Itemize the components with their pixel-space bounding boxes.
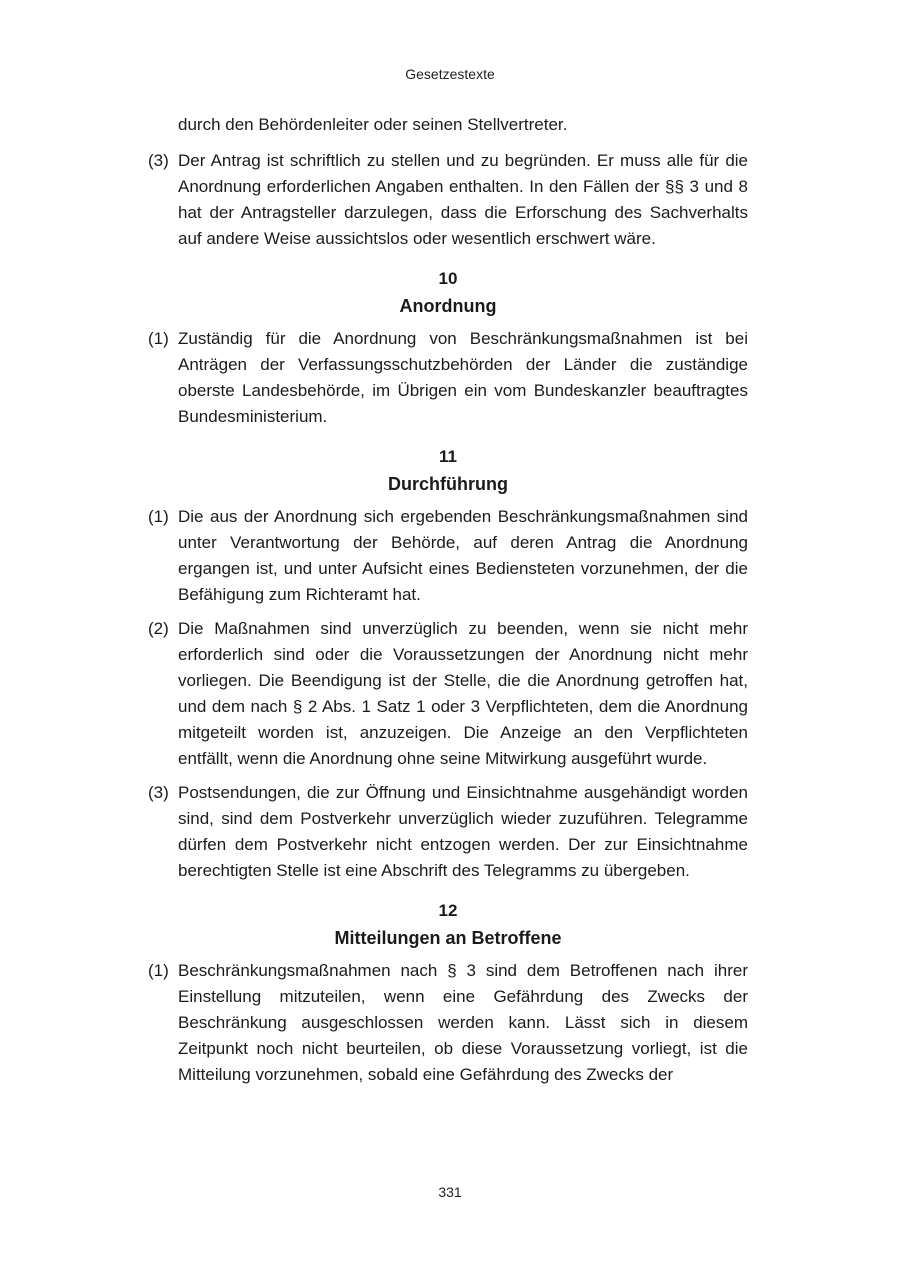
paragraph-text: Postsendungen, die zur Öffnung und Einsichtnahme ausgehändigt worden sind, sind dem Postverkehr unverzüglich wieder zuzuführen. Telegramme dürfen dem Postverkehr nicht entzogen werden. Der zur Einsichtnahme berechtigten Stelle ist eine Abschrift des Telegramms zu übergeben. bbox=[178, 783, 748, 880]
paragraph-text: Die aus der Anordnung sich ergebenden Beschränkungsmaßnahmen sind unter Verantwortung der Behörde, auf deren Antrag die Anordnung ergangen ist, und unter Aufsicht eines Bediensteten vorzunehmen, der die Befähigung zum Richteramt hat. bbox=[178, 507, 748, 604]
section-number: 11 bbox=[439, 447, 457, 466]
paragraph-text: Beschränkungsmaßnahmen nach § 3 sind dem Betroffenen nach ihrer Einstellung mitzuteilen, wenn eine Gefährdung des Zwecks der Beschränkung ausgeschlossen werden kann. Lässt sich in diesem Zeitpunkt noch nicht beurteilen, ob diese Voraussetzung vorliegt, ist die Mitteilung vorzunehmen, sobald eine Gefährdung des Zwecks der bbox=[178, 961, 748, 1084]
paragraph-pre-3 bbox=[148, 148, 748, 252]
paragraph bbox=[148, 616, 748, 772]
paragraph-number: (3) bbox=[148, 151, 169, 170]
paragraph-number: (1) bbox=[148, 961, 169, 980]
paragraph bbox=[148, 326, 748, 430]
paragraph-text: Die Maßnahmen sind unverzüglich zu beenden, wenn sie nicht mehr erforderlich sind oder die Voraussetzungen der Anordnung nicht mehr vorliegen. Die Beendigung ist der Stelle, die die Anordnung getroffen hat, und dem nach § 2 Abs. 1 Satz 1 oder 3 Verpflichteten, dem die Anordnung mitgeteilt worden ist, anzuzeigen. Die Anzeige an den Verpflichteten entfällt, wenn die Anordnung ohne seine Mitwirkung ausgeführt wurde. bbox=[178, 619, 748, 768]
paragraph-number: (1) bbox=[148, 507, 169, 526]
section-title: Mitteilungen an Betroffene bbox=[334, 928, 562, 948]
paragraph bbox=[148, 504, 748, 608]
paragraph-text: Zuständig für die Anordnung von Beschränkungsmaßnahmen ist bei Anträgen der Verfassungsschutzbehörden der Länder die zuständige oberste Landesbehörde, im Übrigen ein vom Bundeskanzler beauftragtes Bundesministerium. bbox=[178, 329, 748, 426]
section-title: Anordnung bbox=[399, 296, 497, 316]
paragraph-number: (3) bbox=[148, 783, 169, 802]
section-number: 10 bbox=[438, 269, 458, 288]
paragraph bbox=[148, 958, 748, 1088]
paragraph-number: (2) bbox=[148, 619, 169, 638]
page-body bbox=[148, 112, 748, 1096]
paragraph-number: (1) bbox=[148, 329, 169, 348]
section-title: Durchführung bbox=[388, 474, 508, 494]
paragraph-text: Der Antrag ist schriftlich zu stellen und zu begründen. Er muss alle für die Anordnung erforderlichen Angaben enthalten. In den Fällen der §§ 3 und 8 hat der Antragsteller darzulegen, dass die Erforschung des Sachverhalts auf andere Weise aussichtslos oder wesentlich erschwert wäre. bbox=[178, 151, 748, 248]
section-number: 12 bbox=[438, 901, 458, 920]
running-header: Gesetzestexte bbox=[405, 66, 495, 82]
continuation-text: durch den Behördenleiter oder seinen Stellvertreter. bbox=[178, 115, 568, 134]
paragraph bbox=[148, 780, 748, 884]
page-number: 331 bbox=[438, 1184, 462, 1200]
